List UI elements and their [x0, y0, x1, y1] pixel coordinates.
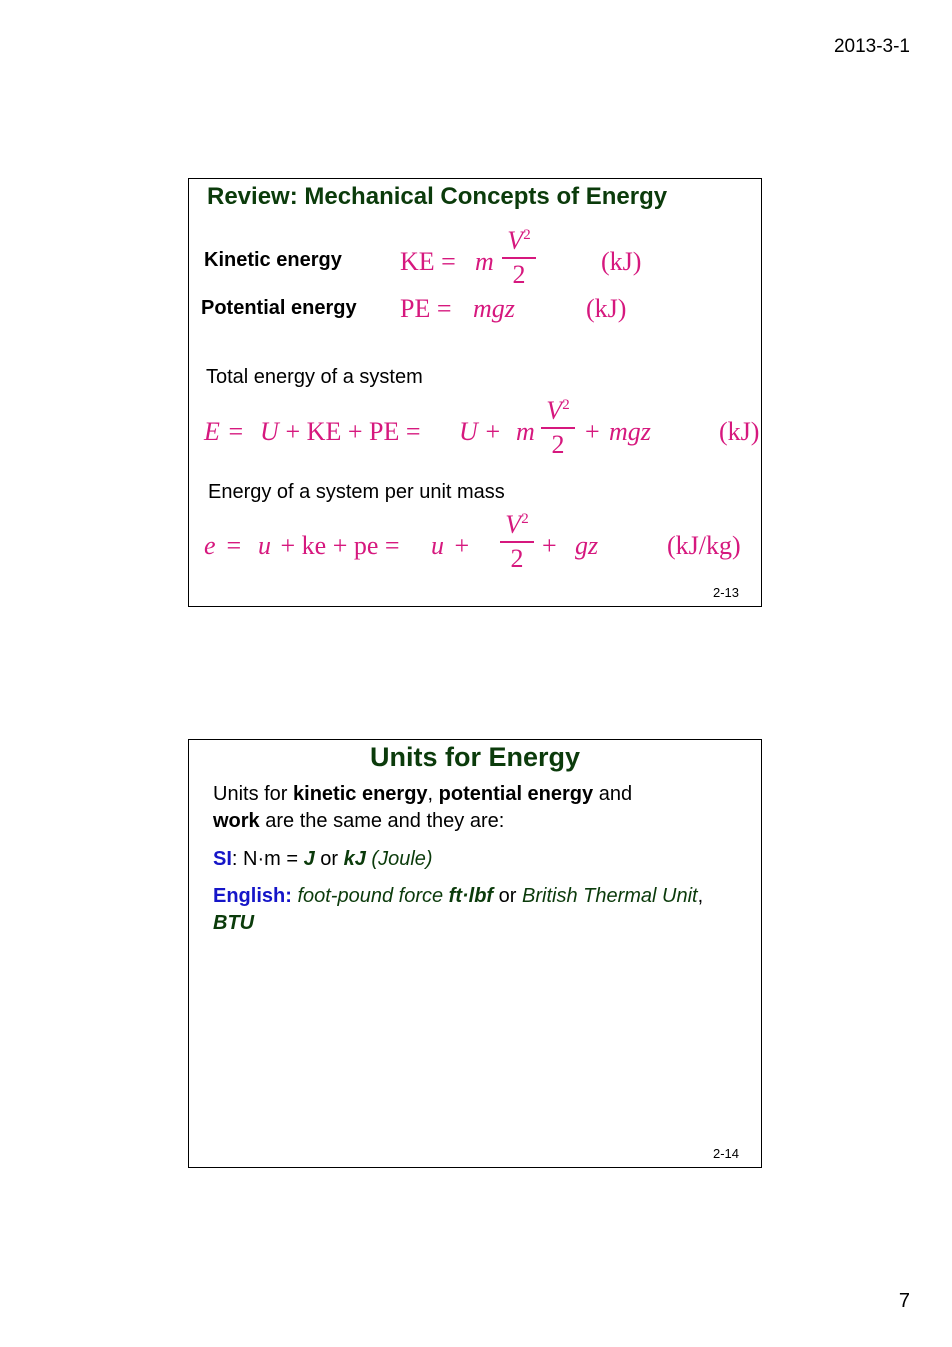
- potential-energy-label: Potential energy: [201, 297, 357, 319]
- slide-mechanical-energy: [188, 178, 762, 607]
- page-number: 7: [898, 1290, 910, 1312]
- total-energy-equation: E = U + KE + PE = U + m $V^2$ 2 + mgz (kJ): [204, 396, 760, 459]
- slide-number: 2-14: [712, 1146, 739, 1161]
- slide-title: Units for Energy: [369, 742, 581, 772]
- page-date: 2013-3-1: [833, 36, 910, 57]
- slide-title: Review: Mechanical Concepts of Energy: [207, 183, 668, 210]
- energy-per-mass-label: Energy of a system per unit mass: [208, 481, 505, 503]
- energy-per-mass-equation: e = u + ke + pe = u + $V^2$ 2 + gz (kJ/kg): [204, 510, 741, 573]
- kinetic-energy-label: Kinetic energy: [204, 249, 342, 271]
- si-units-line: SI: N·m = J or kJ (Joule): [213, 848, 433, 870]
- units-intro-paragraph: Units for kinetic energy, potential energy and work are the same and they are:: [213, 783, 633, 832]
- slide-units-for-energy: [188, 739, 762, 1168]
- kinetic-energy-equation: KE = m $V^2$ 2 (kJ): [400, 226, 642, 289]
- english-units-line: English: foot-pound force ft·lbf or British Thermal Unit, BTU: [213, 885, 704, 934]
- slide-number: 2-13: [712, 585, 739, 600]
- potential-energy-equation: PE = mgz (kJ): [400, 294, 627, 323]
- total-energy-label: Total energy of a system: [206, 366, 423, 388]
